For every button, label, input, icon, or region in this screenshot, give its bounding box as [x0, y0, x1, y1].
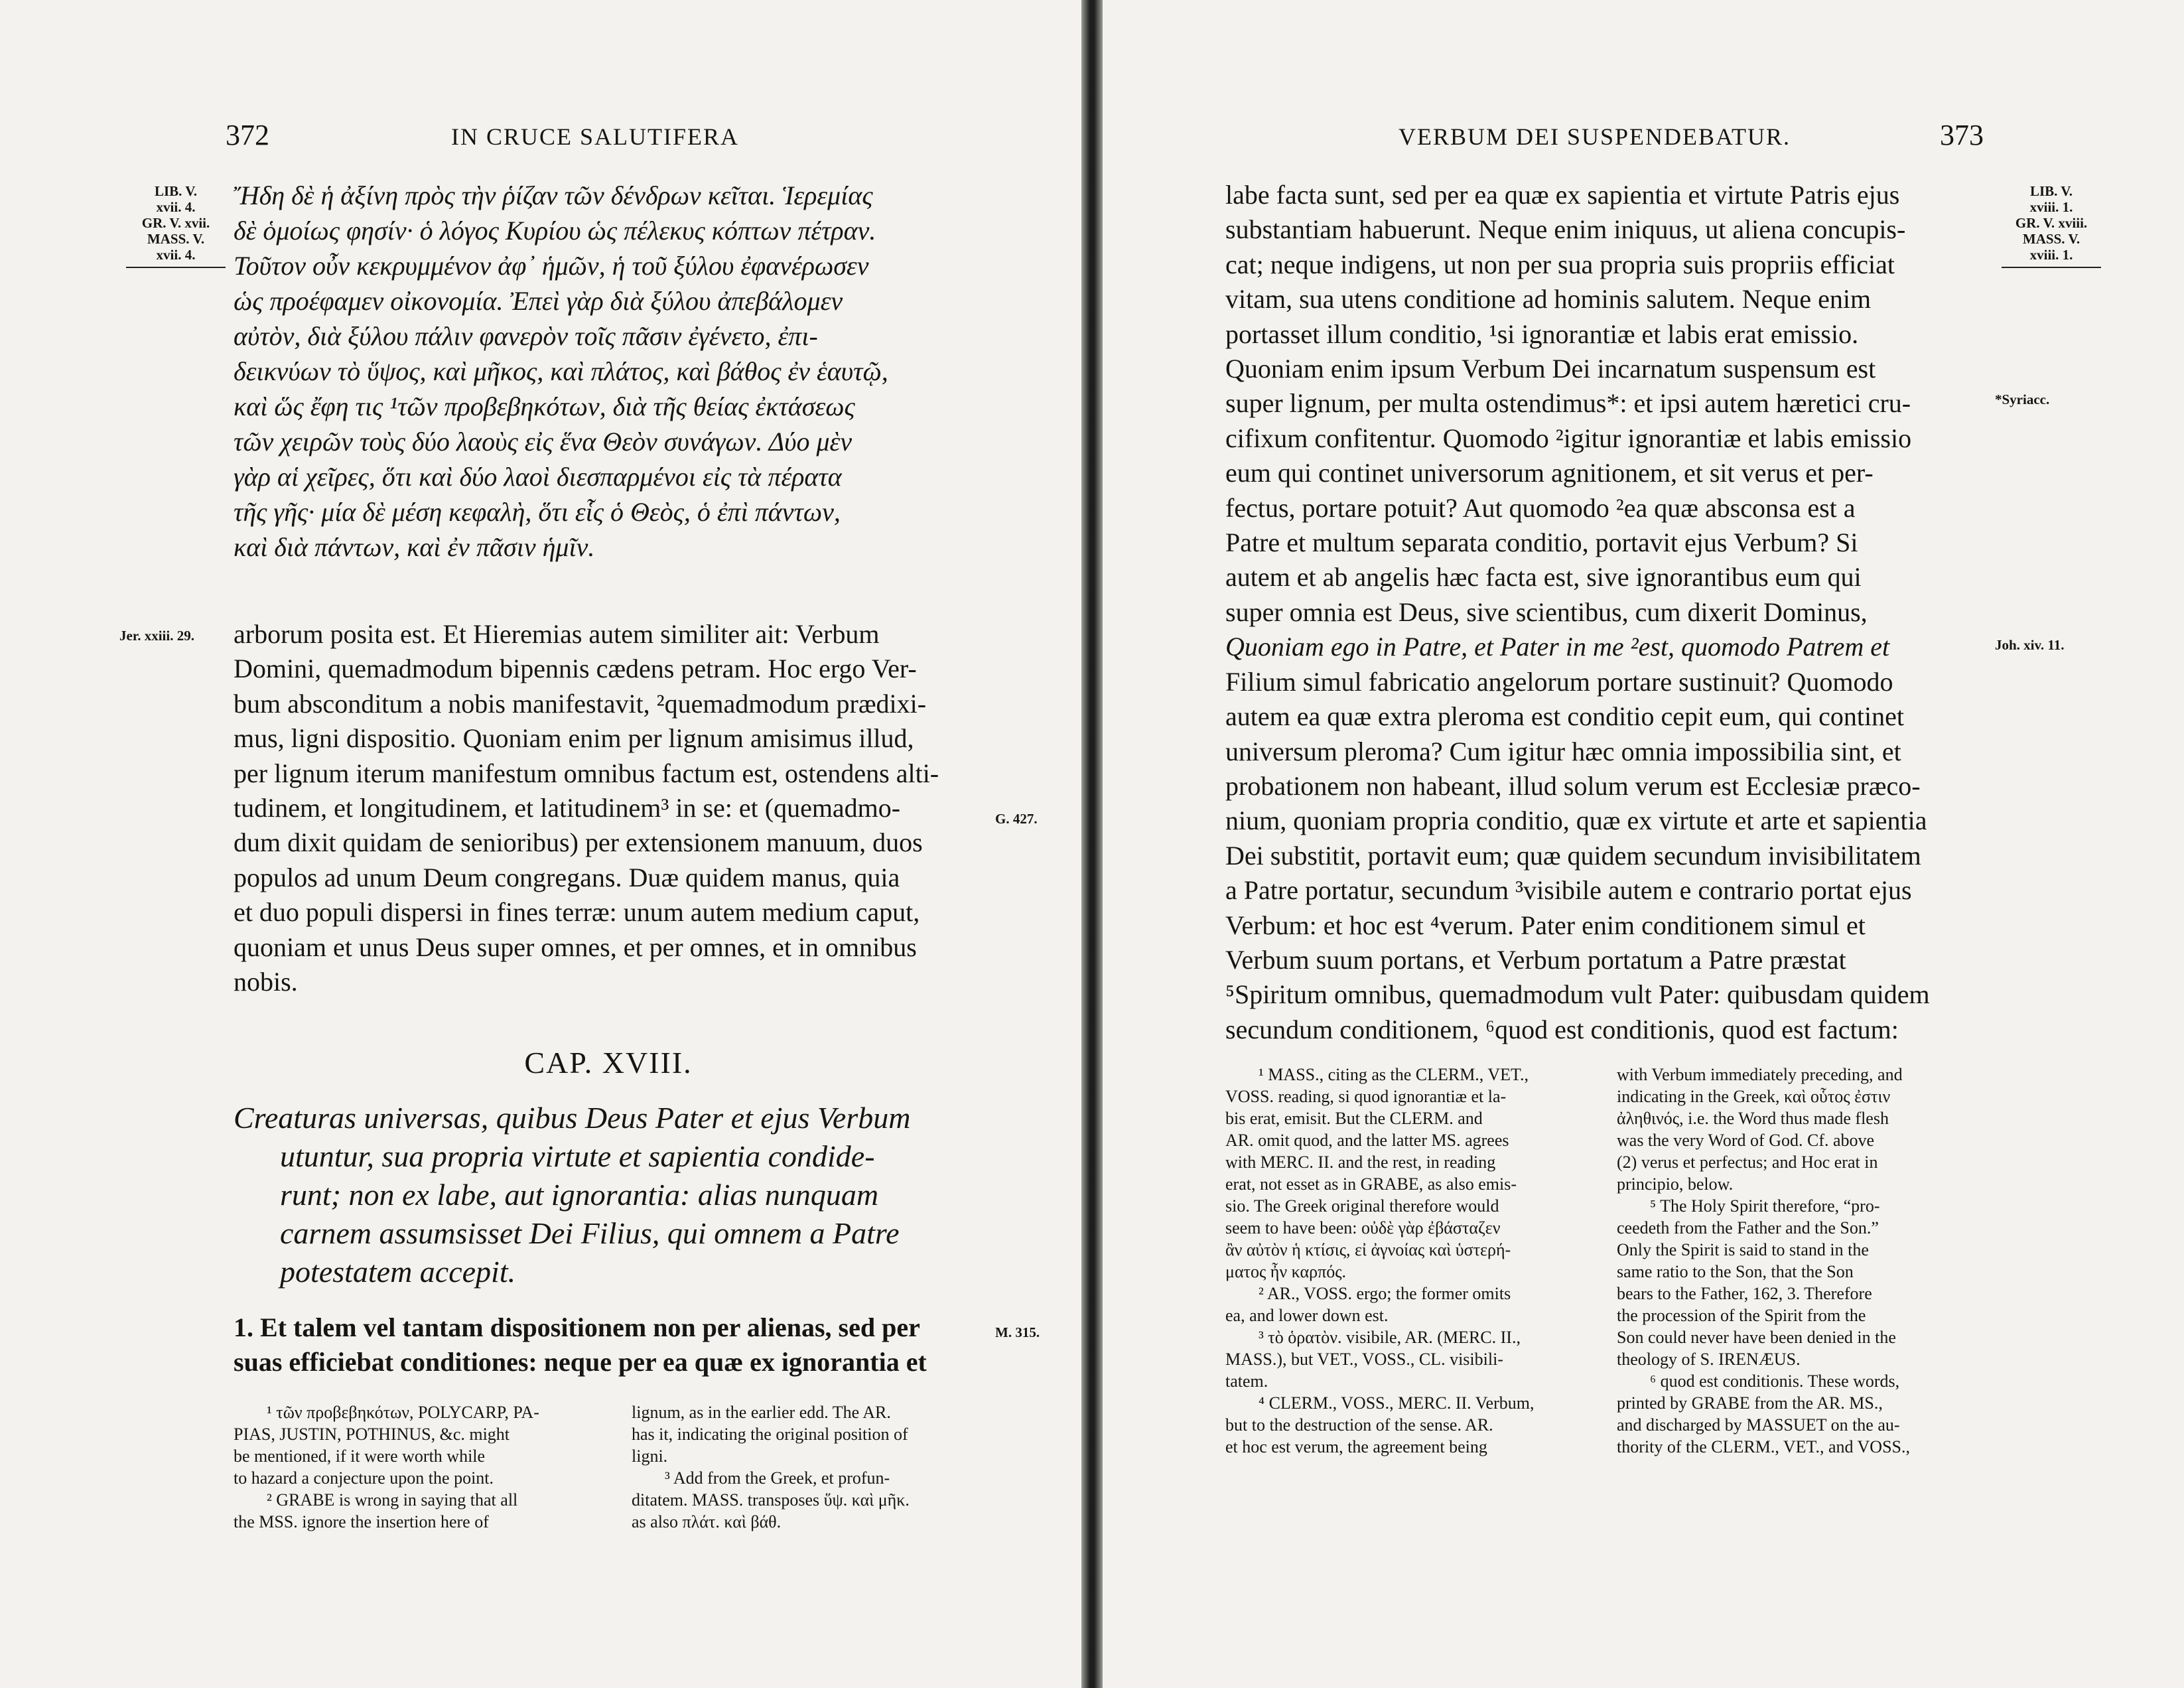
- latin-line: substantiam habuerunt. Neque enim iniquus, ut aliena concupis-: [1225, 214, 1906, 245]
- latin-line: arborum posita est. Et Hieremias autem similiter ait: Verbum: [234, 619, 880, 649]
- latin-line: nium, quoniam propria conditio, quæ ex virtute et arte et sapientia: [1225, 806, 1927, 836]
- footnote-line: sio. The Greek original therefore would: [1225, 1196, 1499, 1216]
- section-line: 1. Et talem vel tantam dispositionem non per alienas, sed per: [234, 1312, 920, 1342]
- greek-line: αὐτὸν, διὰ ξύλου πάλιν φανερὸν τοῖς πᾶσιν ἐγένετο, ἐπι-: [234, 321, 818, 351]
- footnote-line: as also πλάτ. καὶ βάθ.: [632, 1512, 782, 1531]
- footnote-line: PIAS, JUSTIN, POTHINUS, &c. might: [234, 1425, 510, 1444]
- latin-line: dum dixit quidam de senioribus) per extensionem manuum, duos: [234, 827, 923, 858]
- greek-line: Ἤδη δὲ ἡ ἀξίνη πρὸς τὴν ῥίζαν τῶν δένδρων κεῖται. Ἱερεμίας: [234, 180, 873, 210]
- latin-line: et duo populi dispersi in fines terræ: unum autem medium caput,: [234, 897, 920, 928]
- footnote-line: ⁵ The Holy Spirit therefore, “pro-: [1650, 1196, 1880, 1216]
- footnote-column-1: [234, 1401, 605, 1533]
- footnote-line: ¹ MASS., citing as the CLERM., VET.,: [1259, 1065, 1529, 1084]
- footnote-line: ² GRABE is wrong in saying that all: [267, 1490, 518, 1510]
- book-gutter: [1081, 0, 1103, 1688]
- latin-line: quoniam et unus Deus super omnes, et per omnes, et in omnibus: [234, 932, 917, 962]
- footnote-line: ² AR., VOSS. ergo; the former omits: [1259, 1284, 1511, 1303]
- footnote-line: Son could never have been denied in the: [1617, 1328, 1896, 1347]
- margin-rule: [126, 267, 226, 268]
- greek-line: Τοῦτον οὖν κεκρυμμένον ἀφ᾽ ἡμῶν, ἡ τοῦ ξύλου ἐφανέρωσεν: [234, 251, 869, 281]
- latin-line: bum absconditum a nobis manifestavit, ²quemadmodum prædixi-: [234, 688, 927, 719]
- right-page: [1103, 0, 2184, 1688]
- footnote-line: ³ τὸ ὁρατὸν. visibile, AR. (MERC. II.,: [1259, 1328, 1521, 1347]
- latin-line: secundum conditionem, ⁶quod est conditionis, quod est factum:: [1225, 1014, 1899, 1044]
- margin-reference-g: G. 427.: [995, 811, 1038, 827]
- latin-line: super omnia est Deus, sive scientibus, cum dixerit Dominus,: [1225, 597, 1868, 627]
- margin-ref-line: GR. V. xvii.: [141, 215, 210, 231]
- footnote-column-2: [632, 1401, 983, 1533]
- latin-line: probationem non habeant, illud solum verum est Ecclesiæ præco-: [1225, 770, 1921, 801]
- footnote-line: VOSS. reading, si quod ignorantiæ et la-: [1225, 1087, 1507, 1106]
- latin-line: universum pleroma? Cum igitur hæc omnia impossibilia sint, et: [1225, 736, 1901, 766]
- footnote-line: AR. omit quod, and the latter MS. agrees: [1225, 1131, 1509, 1150]
- footnote-line: ³ Add from the Greek, et profun-: [665, 1468, 890, 1488]
- latin-line: portasset illum conditio, ¹si ignorantiæ et labis erat emissio.: [1225, 318, 1859, 349]
- footnote-line: ligni.: [632, 1446, 668, 1466]
- footnote-line: printed by GRABE from the AR. MS.,: [1617, 1393, 1883, 1413]
- footnote-line: principio, below.: [1617, 1174, 1734, 1194]
- latin-line: mus, ligni dispositio. Quoniam enim per lignum amisimus illud,: [234, 723, 914, 754]
- summary-line: carnem assumsisset Dei Filius, qui omnem a Patre: [280, 1216, 900, 1250]
- section-line: suas efficiebat conditiones: neque per ea quæ ex ignorantia et: [234, 1347, 927, 1377]
- footnote-line: indicating in the Greek, καὶ οὗτος ἐστιν: [1617, 1087, 1891, 1106]
- latin-line: cat; neque indigens, ut non per sua propria suis propriis efficiat: [1225, 249, 1895, 279]
- footnote-line: et hoc est verum, the agreement being: [1225, 1437, 1487, 1456]
- greek-line: δεικνύων τὸ ὕψος, καὶ μῆκος, καὶ πλάτος, καὶ βάθος ἐν ἑαυτῷ,: [234, 356, 888, 386]
- latin-line: tudinem, et longitudinem, et latitudinem³ in se: et (quemadmo-: [234, 793, 901, 823]
- summary-line: runt; non ex labe, aut ignorantia: alias nunquam: [280, 1178, 879, 1212]
- summary-line: Creaturas universas, quibus Deus Pater et ejus Verbum: [234, 1101, 911, 1135]
- latin-line: cifixum confitentur. Quomodo ²igitur ignorantiæ et labis emissio: [1225, 423, 1912, 453]
- footnote-line: seem to have been: οὐδὲ γὰρ ἐβάσταζεν: [1225, 1218, 1501, 1237]
- footnote-line: to hazard a conjecture upon the point.: [234, 1468, 494, 1488]
- running-head: IN CRUCE SALUTIFERA: [451, 123, 740, 150]
- latin-line: Verbum suum portans, et Verbum portatum a Patre præstat: [1225, 944, 1846, 975]
- footnote-line: ceedeth from the Father and the Son.”: [1617, 1218, 1879, 1237]
- footnote-line: the MSS. ignore the insertion here of: [234, 1512, 489, 1531]
- margin-ref-line: GR. V. xviii.: [2015, 215, 2088, 231]
- latin-line: populos ad unum Deum congregans. Duæ quidem manus, quia: [234, 862, 900, 892]
- latin-line: Quoniam enim ipsum Verbum Dei incarnatum suspensum est: [1225, 354, 1876, 384]
- footnote-line: MASS.), but VET., VOSS., CL. visibili-: [1225, 1350, 1503, 1369]
- margin-reference: [2002, 183, 2101, 268]
- latin-line: Filium simul fabricatio angelorum portare sustinuit? Quomodo: [1225, 666, 1893, 697]
- latin-line: Dei substitit, portavit eum; quæ quidem secundum invisibilitatem: [1225, 840, 1921, 871]
- latin-line: vitam, sua utens conditione ad hominis salutem. Neque enim: [1225, 284, 1872, 315]
- footnote-line: with MERC. II. and the rest, in reading: [1225, 1153, 1496, 1172]
- margin-ref-line: xvii. 4.: [156, 199, 196, 215]
- footnote-line: ea, and lower down est.: [1225, 1306, 1389, 1325]
- greek-text: [234, 178, 983, 565]
- footnote-line: ⁴ CLERM., VOSS., MERC. II. Verbum,: [1259, 1393, 1535, 1413]
- chapter-heading: CAP. XVIII.: [524, 1046, 693, 1080]
- footnote-line: with Verbum immediately preceding, and: [1617, 1065, 1903, 1084]
- latin-text: [234, 617, 983, 999]
- margin-reference-m: M. 315.: [995, 1324, 1040, 1340]
- margin-ref-line: MASS. V.: [147, 231, 205, 247]
- footnote-line: (2) verus et perfectus; and Hoc erat in: [1617, 1153, 1878, 1172]
- margin-ref-line: xviii. 1.: [2029, 247, 2073, 263]
- margin-ref-line: xviii. 1.: [2029, 199, 2073, 215]
- footnote-line: same ratio to the Son, that the Son: [1617, 1262, 1854, 1281]
- margin-reference-syriac: *Syriacc.: [1995, 391, 2050, 407]
- margin-ref-line: xvii. 4.: [156, 247, 196, 263]
- greek-line: τῶν χειρῶν τοὺς δύο λαοὺς εἰς ἕνα Θεὸν συνάγων. Δύο μὲν: [234, 427, 853, 457]
- latin-text: [1225, 178, 1988, 1047]
- footnote-line: tatem.: [1225, 1372, 1268, 1391]
- latin-line: labe facta sunt, sed per ea quæ ex sapientia et virtute Patris ejus: [1225, 180, 1900, 210]
- latin-line: per lignum iterum manifestum omnibus factum est, ostendens alti-: [234, 758, 939, 788]
- greek-line: καὶ διὰ πάντων, καὶ ἐν πᾶσιν ἡμῖν.: [234, 532, 595, 562]
- greek-line: καὶ ὥς ἔφη τις ¹τῶν προβεβηκότων, διὰ τῆς θείας ἐκτάσεως: [234, 391, 855, 421]
- margin-ref-line: MASS. V.: [2022, 231, 2081, 247]
- footnote-line: ⁶ quod est conditionis. These words,: [1650, 1372, 1900, 1391]
- footnote-line: be mentioned, if it were worth while: [234, 1446, 486, 1466]
- latin-line: ⁵Spiritum omnibus, quemadmodum vult Pater: quibusdam quidem: [1225, 979, 1930, 1010]
- margin-ref-line: LIB. V.: [154, 183, 197, 199]
- margin-reference-jeremiah: Jer. xxiii. 29.: [119, 628, 194, 644]
- footnote-line: was the very Word of God. Cf. above: [1617, 1131, 1875, 1150]
- footnote-line: bears to the Father, 162, 3. Therefore: [1617, 1284, 1872, 1303]
- margin-reference: [126, 183, 226, 268]
- latin-line: Quoniam ego in Patre, et Pater in me ²est, quomodo Patrem et: [1225, 632, 1890, 662]
- greek-line: τῆς γῆς· μία δὲ μέση κεφαλὴ, ὅτι εἷς ὁ Θεὸς, ὁ ἐπὶ πάντων,: [234, 497, 841, 527]
- footnote-line: ματος ἦν καρπός.: [1225, 1262, 1347, 1281]
- footnote-line: bis erat, emisit. But the CLERM. and: [1225, 1109, 1483, 1128]
- footnote-line: the procession of the Spirit from the: [1617, 1306, 1866, 1325]
- margin-rule: [2002, 267, 2101, 268]
- footnote-line: ἂν αὐτὸν ἡ κτίσις, εἰ ἀγνοίας καὶ ὑστερή-: [1225, 1240, 1511, 1259]
- latin-line: a Patre portatur, secundum ³visibile autem e contrario portat ejus: [1225, 875, 1912, 906]
- latin-line: nobis.: [234, 967, 298, 997]
- latin-line: Domini, quemadmodum bipennis cædens petram. Hoc ergo Ver-: [234, 654, 917, 684]
- margin-ref-line: LIB. V.: [2029, 183, 2073, 199]
- footnote-line: ἀληθινός, i.e. the Word thus made flesh: [1617, 1109, 1889, 1128]
- footnote-line: has it, indicating the original position of: [632, 1425, 908, 1444]
- greek-line: γὰρ αἱ χεῖρες, ὅτι καὶ δύο λαοὶ διεσπαρμένοι εἰς τὰ πέρατα: [234, 462, 842, 492]
- latin-line: eum qui continet universorum agnitionem, et sit verus et per-: [1225, 458, 1874, 488]
- latin-line: super lignum, per multa ostendimus*: et ipsi autem hæretici cru-: [1225, 388, 1911, 419]
- chapter-summary: [234, 1099, 983, 1291]
- greek-line: ὡς προέφαμεν οἰκονομία. Ἐπεὶ γὰρ διὰ ξύλου ἀπεβάλομεν: [234, 286, 843, 316]
- footnote-line: thority of the CLERM., VET., and VOSS.,: [1617, 1437, 1910, 1456]
- running-head: VERBUM DEI SUSPENDEBATUR.: [1399, 123, 1791, 150]
- footnote-line: erat, not esset as in GRABE, as also emis-: [1225, 1174, 1517, 1194]
- footnote-line: but to the destruction of the sense. AR.: [1225, 1415, 1493, 1435]
- summary-line: utuntur, sua propria virtute et sapientia condide-: [280, 1139, 875, 1173]
- footnote-line: lignum, as in the earlier edd. The AR.: [632, 1403, 891, 1422]
- latin-line: autem et ab angelis hæc facta est, sive ignorantibus eum qui: [1225, 562, 1862, 593]
- greek-line: δὲ ὁμοίως φησίν· ὁ λόγος Κυρίου ὡς πέλεκυς κόπτων πέτραν.: [234, 216, 876, 246]
- footnote-line: and discharged by MASSUET on the au-: [1617, 1415, 1900, 1435]
- margin-reference-john: Joh. xiv. 11.: [1995, 637, 2065, 653]
- footnote-line: theology of S. IRENÆUS.: [1617, 1350, 1801, 1369]
- latin-line: Verbum: et hoc est ⁴verum. Pater enim conditionem simul et: [1225, 910, 1866, 940]
- footnote-column-1: [1225, 1064, 1597, 1458]
- footnote-line: Only the Spirit is said to stand in the: [1617, 1240, 1869, 1259]
- left-page: [0, 0, 1081, 1688]
- latin-line: fectus, portare potuit? Aut quomodo ²ea quæ absconsa est a: [1225, 492, 1856, 523]
- footnote-column-2: [1617, 1064, 1988, 1458]
- summary-line: potestatem accepit.: [280, 1255, 516, 1289]
- footnote-line: ditatem. MASS. transposes ὕψ. καὶ μῆκ.: [632, 1490, 910, 1510]
- latin-line: Patre et multum separata conditio, portavit ejus Verbum? Si: [1225, 528, 1858, 558]
- page-number: 373: [1940, 119, 1984, 151]
- footnote-line: ¹ τῶν προβεβηκότων, POLYCARP, PA-: [267, 1403, 539, 1422]
- section-text: [234, 1310, 983, 1380]
- page-number: 372: [226, 119, 269, 151]
- latin-line: autem ea quæ extra pleroma est conditio cepit eum, qui continet: [1225, 701, 1905, 732]
